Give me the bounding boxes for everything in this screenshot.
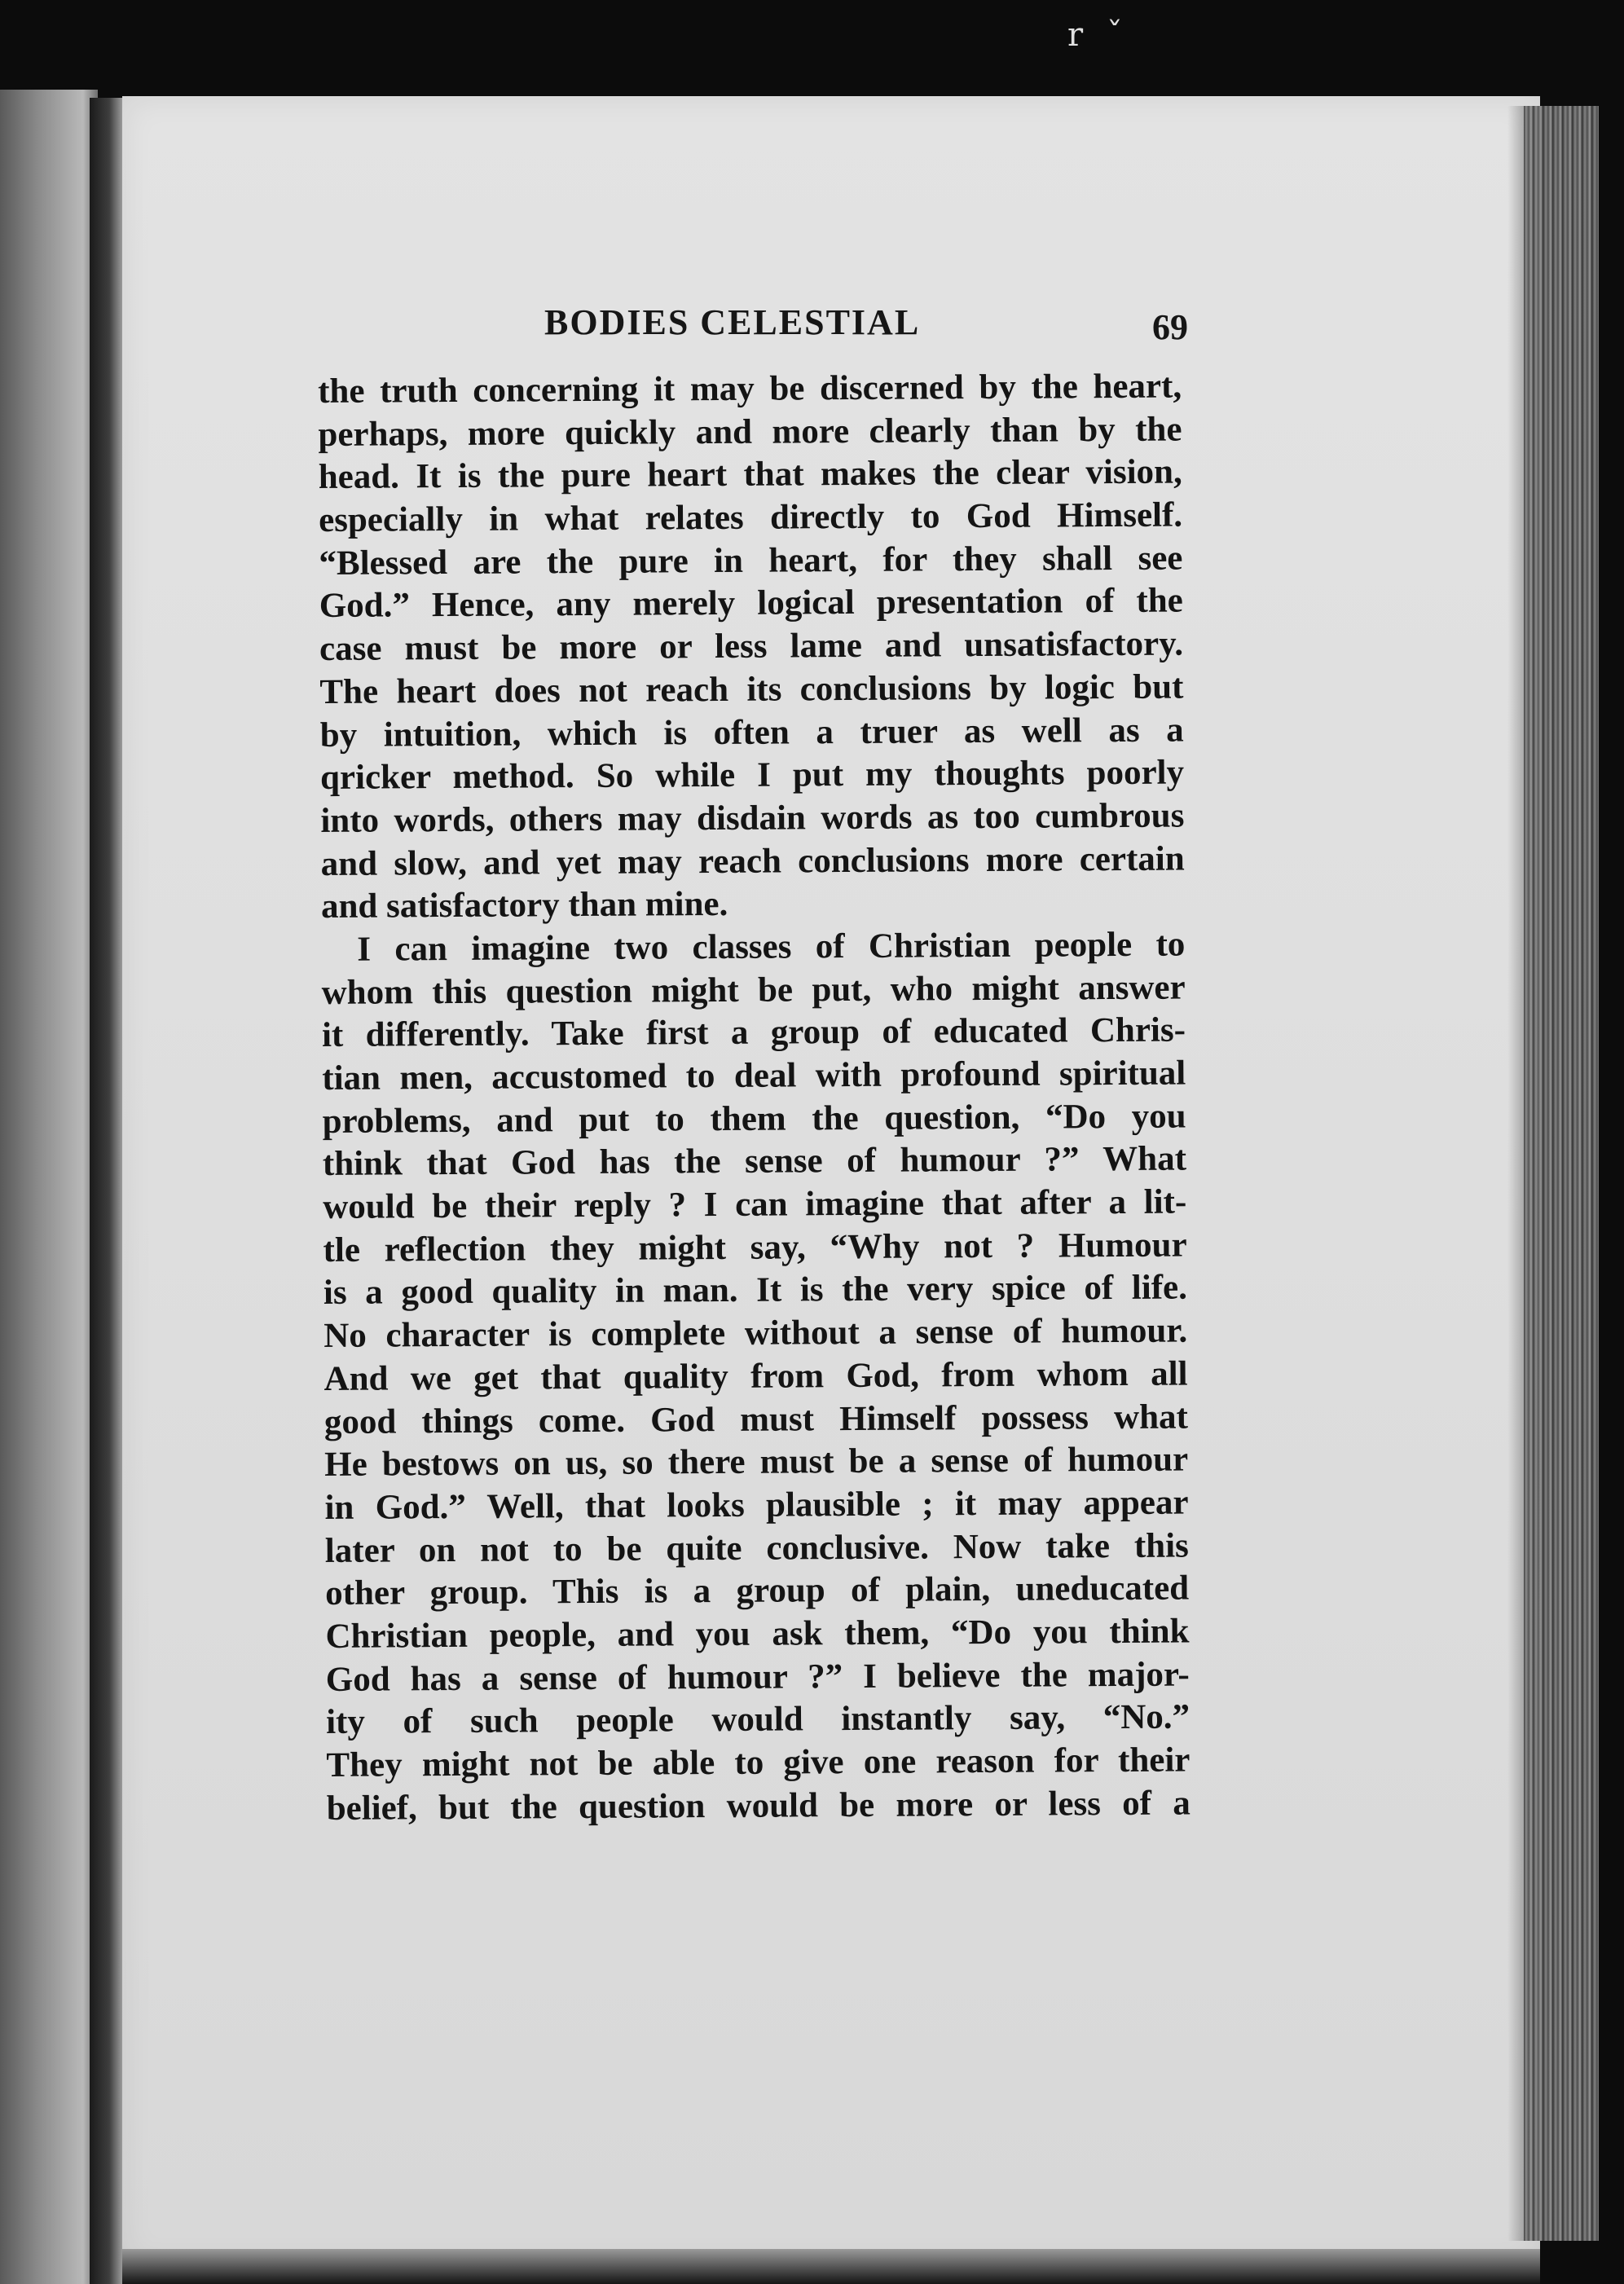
text-line: “Blessed are the pure in heart, for they shall see	[319, 539, 1183, 583]
text-line: think that God has the sense of humour ?” What	[322, 1139, 1187, 1184]
text-line: belief, but the question would be more or less of a	[326, 1784, 1190, 1828]
text-line: would be their reply ? I can imagine that after a lit-	[323, 1182, 1187, 1227]
running-head	[316, 301, 1188, 359]
text-line: the truth concerning it may be discerned by the heart,	[318, 367, 1182, 411]
left-page-edge	[0, 90, 98, 2284]
text-line: God has a sense of humour ?” I believe the major-	[325, 1655, 1190, 1699]
page-fore-edge	[1524, 106, 1599, 2241]
text-line: especially in what relates directly to God Himself.	[318, 495, 1183, 540]
text-line: qricker method. So while I put my thoughts poorly	[319, 753, 1185, 798]
text-line: into words, others may disdain words as too cumbrous	[320, 796, 1185, 840]
text-line: problems, and put to them the question, “Do you	[322, 1097, 1186, 1141]
text-line: and slow, and yet may reach conclusions more certain	[320, 839, 1185, 883]
text-line: later on not to be quite conclusive. Now take this	[324, 1526, 1189, 1570]
text-line: tian men, accustomed to deal with profound spiritual	[322, 1054, 1186, 1098]
text-line: case must be more or less lame and unsatisfactory.	[319, 624, 1184, 669]
scan-specks: r ˇ	[1067, 16, 1129, 54]
body-text	[318, 366, 1190, 1831]
text-line: perhaps, more quickly and more clearly than by the	[318, 410, 1182, 454]
text-line: and satisfactory than mine.	[320, 885, 728, 926]
text-line: He bestows on us, so there must be a sense of humour	[324, 1440, 1189, 1485]
text-line: tle reflection they might say, “Why not ? Humour	[323, 1226, 1187, 1270]
text-line: it differently. Take first a group of educated Chris-	[321, 1010, 1186, 1055]
text-line: in God.” Well, that looks plausible ; it may appear	[324, 1483, 1189, 1527]
text-line: No character is complete without a sense of humour.	[323, 1311, 1188, 1356]
text-line: And we get that quality from God, from whom all	[323, 1354, 1188, 1398]
text-line: head. It is the pure heart that makes the clear vision,	[318, 452, 1182, 497]
text-line: by intuition, which is often a truer as well as a	[319, 711, 1184, 755]
running-head-title: BODIES CELESTIAL	[544, 302, 921, 342]
text-line: whom this question might be put, who might answer	[321, 968, 1186, 1012]
text-line: good things come. God must Himself possess what	[323, 1397, 1189, 1441]
page-number: 69	[1152, 307, 1188, 347]
spine-shadow	[90, 98, 122, 2284]
text-line: is a good quality in man. It is the very spice of life.	[323, 1268, 1188, 1313]
text-line: other group. This is a group of plain, uneducated	[325, 1569, 1190, 1613]
text-line: Christian people, and you ask them, “Do you think	[325, 1612, 1190, 1656]
paragraph-1	[318, 366, 1185, 929]
page-bottom-edge	[122, 2249, 1540, 2284]
text-line: The heart does not reach its conclusions by logic but	[319, 667, 1184, 711]
paragraph-2	[321, 923, 1190, 1830]
text-line: I can imagine two classes of Christian people to	[357, 925, 1186, 969]
text-line: ity of such people would instantly say, “No.”	[325, 1697, 1190, 1742]
text-line: God.” Hence, any merely logical presentation of the	[319, 581, 1183, 626]
text-line: They might not be able to give one reason for their	[326, 1741, 1190, 1785]
